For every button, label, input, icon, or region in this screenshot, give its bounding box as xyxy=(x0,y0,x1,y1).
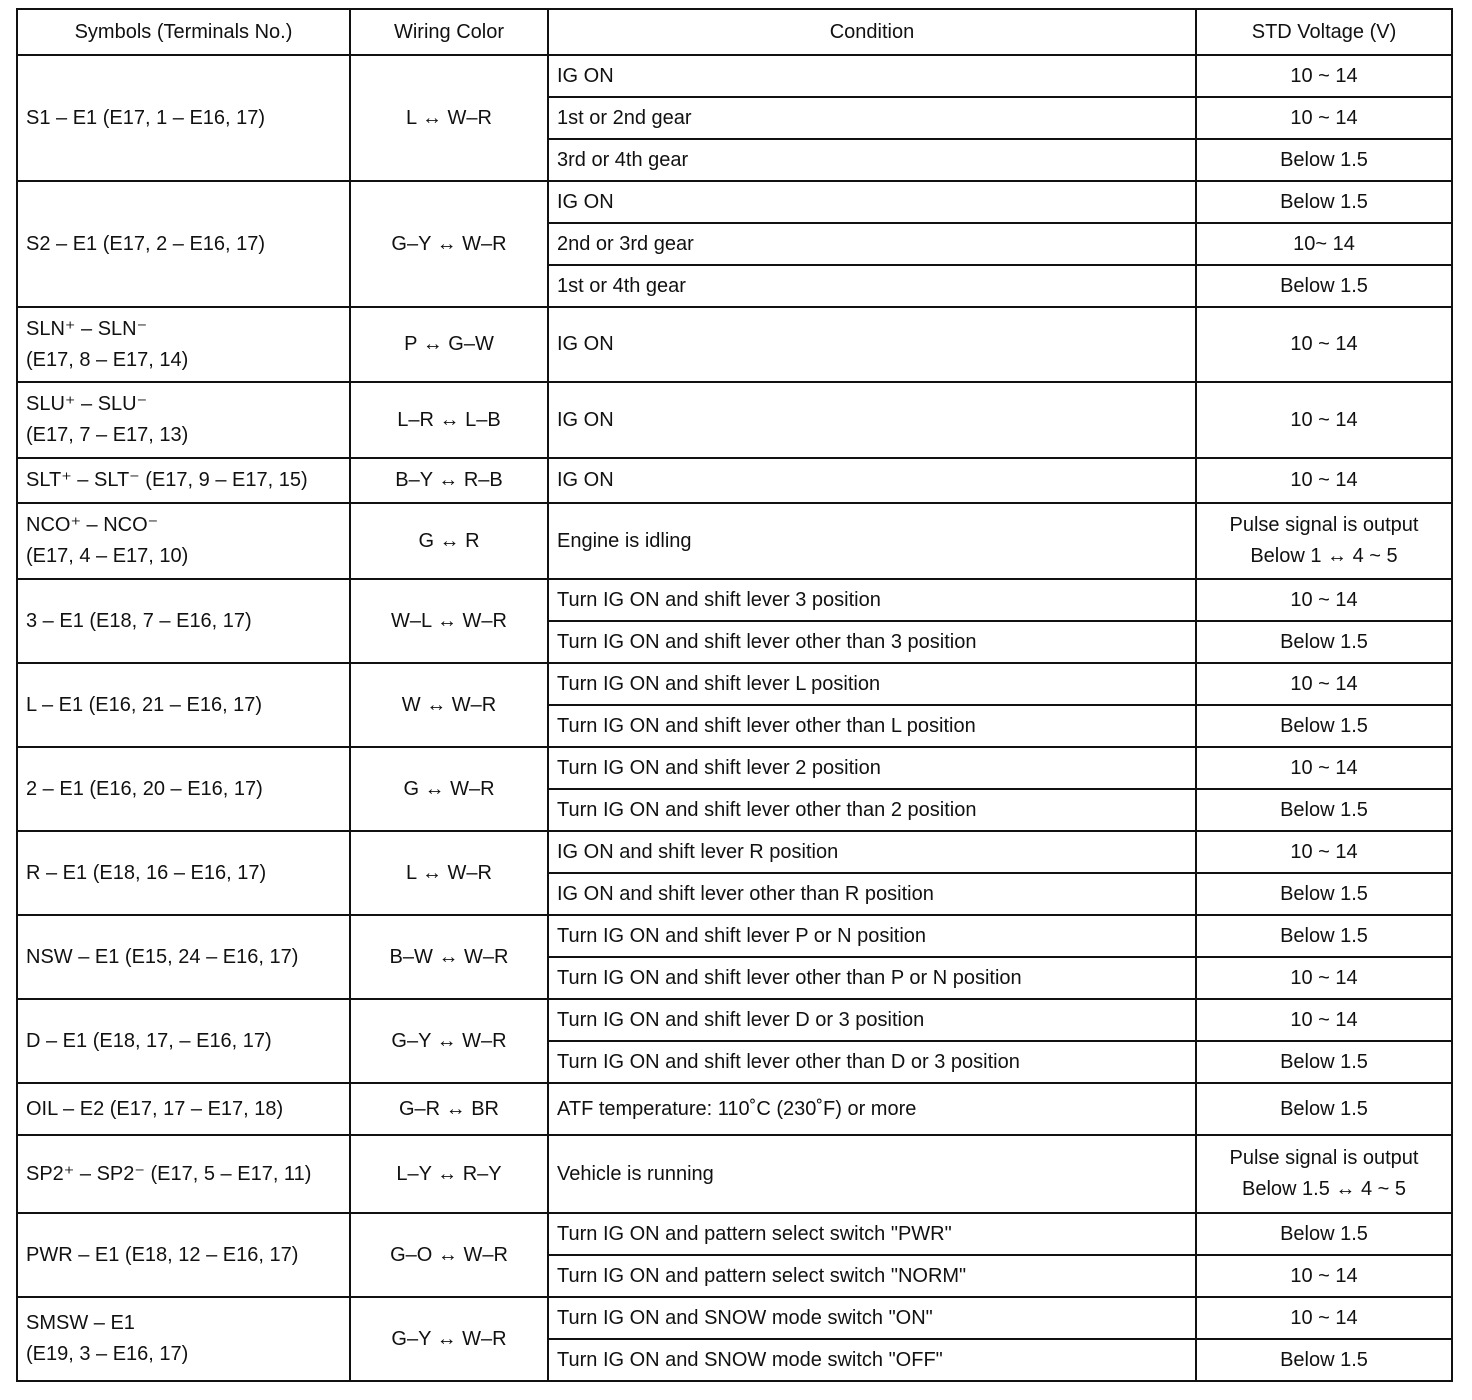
wiring-color: G ↔ W–R xyxy=(350,747,548,831)
terminal-symbol: 2 – E1 (E16, 20 – E16, 17) xyxy=(26,777,263,800)
table-row xyxy=(17,747,1452,789)
wiring-color: G–R ↔ BR xyxy=(350,1083,548,1135)
table-row xyxy=(17,831,1452,873)
condition: ATF temperature: 110˚C (230˚F) or more xyxy=(548,1083,1196,1135)
std-voltage: Below 1.5 xyxy=(1280,1097,1368,1120)
condition: IG ON xyxy=(548,181,1196,223)
std-voltage: 10~ 14 xyxy=(1293,232,1355,255)
terminal-symbol-cell xyxy=(17,747,350,831)
wiring-color: W ↔ W–R xyxy=(350,663,548,747)
std-voltage-cell xyxy=(1196,181,1452,223)
condition: Turn IG ON and pattern select switch "NORM" xyxy=(548,1255,1196,1297)
terminal-symbol: (E19, 3 – E16, 17) xyxy=(26,1343,189,1365)
terminal-symbol-cell xyxy=(17,307,350,382)
wiring-color: W–L ↔ W–R xyxy=(350,579,548,663)
condition: Turn IG ON and shift lever other than L position xyxy=(548,705,1196,747)
std-voltage: 10 ~ 14 xyxy=(1290,106,1358,129)
terminal-symbol: PWR – E1 (E18, 12 – E16, 17) xyxy=(26,1243,299,1266)
std-voltage-cell xyxy=(1196,1339,1452,1381)
wiring-color: G–Y ↔ W–R xyxy=(350,999,548,1083)
table-row xyxy=(17,458,1452,503)
header-symbols: Symbols (Terminals No.) xyxy=(17,9,350,55)
terminal-symbol-cell xyxy=(17,1213,350,1297)
std-voltage: Below 1.5 xyxy=(1280,630,1368,653)
terminal-symbol: NCO⁺ – NCO⁻ xyxy=(26,514,159,536)
condition: IG ON xyxy=(548,55,1196,97)
table-row xyxy=(17,915,1452,957)
std-voltage: 10 ~ 14 xyxy=(1290,672,1358,695)
wiring-color: L–Y ↔ R–Y xyxy=(350,1135,548,1213)
wiring-color: B–Y ↔ R–B xyxy=(350,458,548,503)
terminal-symbol: SLN⁺ – SLN⁻ xyxy=(26,317,148,340)
terminal-symbol-cell xyxy=(17,579,350,663)
wiring-color: B–W ↔ W–R xyxy=(350,915,548,999)
std-voltage-cell xyxy=(1196,915,1452,957)
std-voltage-cell xyxy=(1196,873,1452,915)
condition: IG ON and shift lever other than R position xyxy=(548,873,1196,915)
std-voltage: Below 1 ↔ 4 ~ 5 xyxy=(1250,545,1398,567)
std-voltage: 10 ~ 14 xyxy=(1290,966,1358,989)
table-row xyxy=(17,1083,1452,1135)
std-voltage-cell xyxy=(1196,999,1452,1041)
terminal-symbol-cell xyxy=(17,999,350,1083)
terminal-symbol: SMSW – E1 xyxy=(26,1312,135,1334)
terminal-symbol: OIL – E2 (E17, 17 – E17, 18) xyxy=(26,1097,284,1120)
header-condition: Condition xyxy=(548,9,1196,55)
condition: IG ON xyxy=(548,458,1196,503)
condition: IG ON and shift lever R position xyxy=(548,831,1196,873)
table-row xyxy=(17,579,1452,621)
condition: Turn IG ON and SNOW mode switch "ON" xyxy=(548,1297,1196,1339)
std-voltage: 10 ~ 14 xyxy=(1290,1008,1358,1031)
terminal-voltage-table xyxy=(16,8,1453,1382)
terminal-symbol-cell xyxy=(17,915,350,999)
std-voltage: Below 1.5 xyxy=(1280,148,1368,171)
std-voltage: Below 1.5 xyxy=(1280,190,1368,213)
condition: Turn IG ON and shift lever other than D or 3 position xyxy=(548,1041,1196,1083)
std-voltage: Below 1.5 xyxy=(1280,798,1368,821)
table-row xyxy=(17,999,1452,1041)
std-voltage-cell xyxy=(1196,789,1452,831)
std-voltage-cell xyxy=(1196,831,1452,873)
wiring-color: L–R ↔ L–B xyxy=(350,382,548,458)
terminal-symbol-cell xyxy=(17,458,350,503)
std-voltage-cell xyxy=(1196,663,1452,705)
condition: Turn IG ON and shift lever D or 3 position xyxy=(548,999,1196,1041)
std-voltage-cell xyxy=(1196,307,1452,382)
terminal-symbol-cell xyxy=(17,1135,350,1213)
wiring-color: G–Y ↔ W–R xyxy=(350,1297,548,1381)
terminal-symbol-cell xyxy=(17,1083,350,1135)
condition: Turn IG ON and pattern select switch "PWR" xyxy=(548,1213,1196,1255)
std-voltage-cell xyxy=(1196,503,1452,579)
condition: Turn IG ON and shift lever other than P or N position xyxy=(548,957,1196,999)
std-voltage-cell xyxy=(1196,579,1452,621)
std-voltage-cell xyxy=(1196,458,1452,503)
terminal-symbol: (E17, 8 – E17, 14) xyxy=(26,348,189,371)
table-row xyxy=(17,663,1452,705)
std-voltage: 10 ~ 14 xyxy=(1290,469,1358,491)
table-row xyxy=(17,1135,1452,1213)
header-wiring-color: Wiring Color xyxy=(350,9,548,55)
terminal-symbol: R – E1 (E18, 16 – E16, 17) xyxy=(26,861,267,884)
condition: Vehicle is running xyxy=(548,1135,1196,1213)
table-row xyxy=(17,181,1452,223)
std-voltage: 10 ~ 14 xyxy=(1290,1264,1358,1287)
condition: Turn IG ON and shift lever other than 3 position xyxy=(548,621,1196,663)
std-voltage: Below 1.5 xyxy=(1280,882,1368,905)
condition: IG ON xyxy=(548,382,1196,458)
std-voltage: 10 ~ 14 xyxy=(1290,840,1358,863)
std-voltage: Below 1.5 xyxy=(1280,1222,1368,1245)
std-voltage-cell xyxy=(1196,621,1452,663)
condition: Engine is idling xyxy=(548,503,1196,579)
terminal-symbol: (E17, 4 – E17, 10) xyxy=(26,545,189,567)
std-voltage: Below 1.5 ↔ 4 ~ 5 xyxy=(1242,1178,1406,1200)
table-row xyxy=(17,382,1452,458)
std-voltage-cell xyxy=(1196,265,1452,307)
terminal-symbol: NSW – E1 (E15, 24 – E16, 17) xyxy=(26,945,299,968)
header-std-voltage: STD Voltage (V) xyxy=(1196,9,1452,55)
std-voltage-cell xyxy=(1196,747,1452,789)
table-row xyxy=(17,503,1452,579)
wiring-color: L ↔ W–R xyxy=(350,55,548,181)
terminal-symbol: SLU⁺ – SLU⁻ xyxy=(26,393,148,415)
std-voltage-cell xyxy=(1196,139,1452,181)
std-voltage: 10 ~ 14 xyxy=(1290,408,1358,431)
terminal-symbol: L – E1 (E16, 21 – E16, 17) xyxy=(26,693,263,716)
std-voltage: Below 1.5 xyxy=(1280,714,1368,737)
wiring-color: G ↔ R xyxy=(350,503,548,579)
condition: Turn IG ON and shift lever other than 2 position xyxy=(548,789,1196,831)
table-row xyxy=(17,1213,1452,1255)
std-voltage-cell xyxy=(1196,705,1452,747)
table-body xyxy=(17,55,1452,1381)
terminal-symbol: SP2⁺ – SP2⁻ (E17, 5 – E17, 11) xyxy=(26,1162,312,1185)
condition: Turn IG ON and shift lever 3 position xyxy=(548,579,1196,621)
table-row xyxy=(17,1297,1452,1339)
table-row xyxy=(17,307,1452,382)
std-voltage: 10 ~ 14 xyxy=(1290,588,1358,611)
std-voltage-cell xyxy=(1196,1041,1452,1083)
std-voltage: 10 ~ 14 xyxy=(1290,756,1358,779)
std-voltage: Pulse signal is output xyxy=(1229,514,1419,536)
std-voltage-cell xyxy=(1196,1213,1452,1255)
std-voltage-cell xyxy=(1196,957,1452,999)
terminal-symbol-cell xyxy=(17,503,350,579)
terminal-symbol-cell xyxy=(17,663,350,747)
std-voltage-cell xyxy=(1196,1297,1452,1339)
condition: Turn IG ON and SNOW mode switch "OFF" xyxy=(548,1339,1196,1381)
std-voltage-cell xyxy=(1196,223,1452,265)
terminal-symbol: S2 – E1 (E17, 2 – E16, 17) xyxy=(26,232,266,255)
std-voltage: Below 1.5 xyxy=(1280,1348,1368,1371)
std-voltage-cell xyxy=(1196,1083,1452,1135)
condition: Turn IG ON and shift lever P or N position xyxy=(548,915,1196,957)
std-voltage-cell xyxy=(1196,382,1452,458)
wiring-color: G–O ↔ W–R xyxy=(350,1213,548,1297)
table-row xyxy=(17,55,1452,97)
std-voltage: 10 ~ 14 xyxy=(1290,1306,1358,1329)
std-voltage: 10 ~ 14 xyxy=(1290,333,1358,355)
std-voltage: Pulse signal is output xyxy=(1229,1147,1419,1169)
std-voltage: Below 1.5 xyxy=(1280,274,1368,297)
terminal-symbol: 3 – E1 (E18, 7 – E16, 17) xyxy=(26,609,252,632)
condition: 2nd or 3rd gear xyxy=(548,223,1196,265)
condition: Turn IG ON and shift lever 2 position xyxy=(548,747,1196,789)
terminal-symbol: SLT⁺ – SLT⁻ (E17, 9 – E17, 15) xyxy=(26,469,308,491)
std-voltage-cell xyxy=(1196,1135,1452,1213)
terminal-symbol-cell xyxy=(17,55,350,181)
condition: 1st or 4th gear xyxy=(548,265,1196,307)
std-voltage: Below 1.5 xyxy=(1280,1050,1368,1073)
std-voltage-cell xyxy=(1196,55,1452,97)
condition: Turn IG ON and shift lever L position xyxy=(548,663,1196,705)
std-voltage: 10 ~ 14 xyxy=(1290,64,1358,87)
wiring-color: G–Y ↔ W–R xyxy=(350,181,548,307)
condition: IG ON xyxy=(548,307,1196,382)
std-voltage: Below 1.5 xyxy=(1280,924,1368,947)
terminal-symbol-cell xyxy=(17,831,350,915)
condition: 3rd or 4th gear xyxy=(548,139,1196,181)
wiring-color: P ↔ G–W xyxy=(350,307,548,382)
table-header-row xyxy=(17,9,1452,55)
terminal-symbol-cell xyxy=(17,1297,350,1381)
condition: 1st or 2nd gear xyxy=(548,97,1196,139)
std-voltage-cell xyxy=(1196,97,1452,139)
terminal-symbol: S1 – E1 (E17, 1 – E16, 17) xyxy=(26,106,266,129)
terminal-symbol: D – E1 (E18, 17, – E16, 17) xyxy=(26,1029,272,1052)
wiring-color: L ↔ W–R xyxy=(350,831,548,915)
terminal-symbol: (E17, 7 – E17, 13) xyxy=(26,424,189,446)
terminal-symbol-cell xyxy=(17,382,350,458)
std-voltage-cell xyxy=(1196,1255,1452,1297)
terminal-symbol-cell xyxy=(17,181,350,307)
